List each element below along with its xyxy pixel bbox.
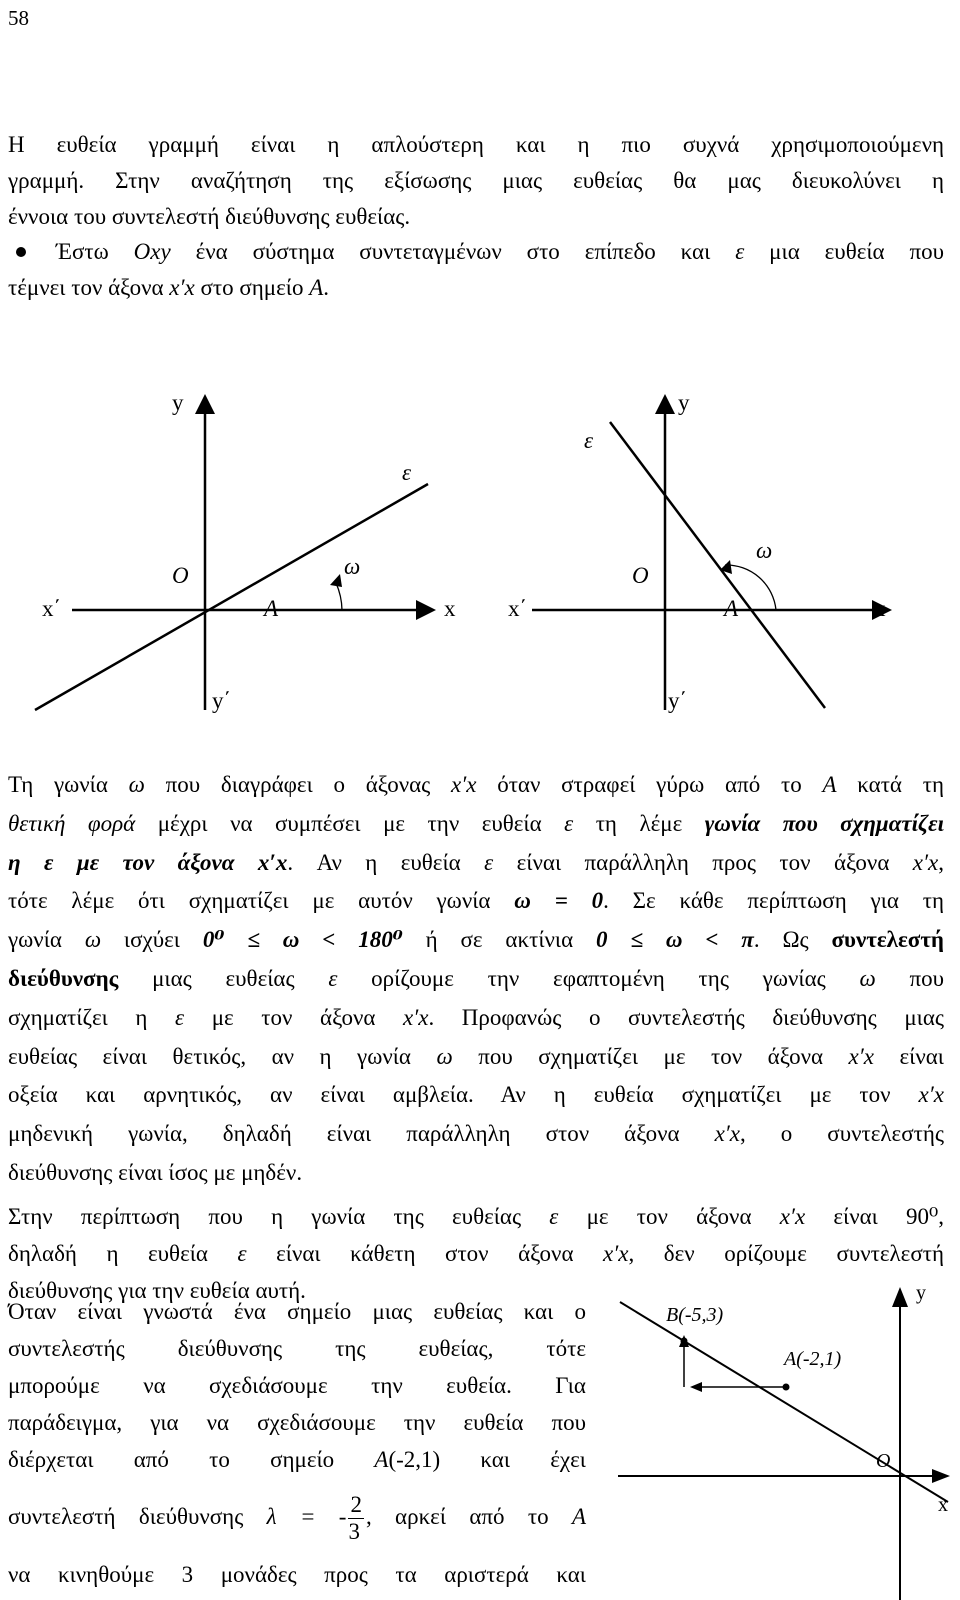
omega-label: ω <box>756 538 773 563</box>
y-label: y <box>172 390 184 415</box>
x-prime-label: x΄ <box>42 596 62 621</box>
y-axis-arrow-icon <box>655 394 675 414</box>
y-prime-label: y΄ <box>668 688 688 713</box>
x-label: x <box>444 596 456 621</box>
epsilon-label: ε <box>402 460 412 485</box>
point-a-label: A <box>724 596 739 621</box>
x-label: x <box>938 1494 948 1516</box>
x-label: x <box>874 596 886 621</box>
figure-acute-angle <box>0 380 480 730</box>
bullet-paragraph <box>8 234 944 306</box>
point-a <box>783 1384 790 1391</box>
x-prime-label: x΄ <box>508 596 528 621</box>
fraction: $\frac{2}{3}$ <box>348 1492 362 1545</box>
point-a-label: A <box>264 596 279 621</box>
x-axis-arrow-icon <box>416 600 436 620</box>
y-axis-arrow-icon <box>195 394 215 414</box>
intro-line: έννοια του συντελεστή διεύθυνσης ευθείας. <box>8 204 411 229</box>
page-number: 58 <box>8 6 29 30</box>
step-arrow-icon <box>690 1382 702 1392</box>
bullet-line: Έστω Oxy ένα σύστημα συντεταγμένων στο επίπεδο και ε μια ευθεία που <box>8 234 944 270</box>
x-axis-arrow-icon <box>932 1469 950 1483</box>
intro-line: Η ευθεία γραμμή είναι η απλούστερη και η πιο συχνά χρησιμοποιούμενη <box>8 132 944 157</box>
angle-omega-arc <box>336 583 342 610</box>
intro-line: γραμμή. Στην αναζήτηση της εξίσωσης μιας ευθείας θα μας διευκολύνει η <box>8 168 944 193</box>
line-epsilon <box>35 484 428 710</box>
intro-paragraph <box>8 127 944 235</box>
origin-label: O <box>172 563 189 588</box>
example-line <box>620 1302 948 1502</box>
vertical-case-paragraph: Στην περίπτωση που η γωνία της ευθείας ε με τον άξονα x′x είναι 90⁰, δηλαδή η ευθεία ε είναι κάθετη στον άξονα x′x, δεν ορίζουμε συντελεστή διεύθυνσης για την ευθεία αυτή. <box>8 1204 945 1303</box>
point-b-label: B(-5,3) <box>666 1304 724 1326</box>
bullet-line: τέμνει τον άξονα x′x στο σημείο A. <box>8 275 330 300</box>
example-paragraph: Όταν είναι γνωστά ένα σημείο μιας ευθείας και ο συντελεστής διεύθυνσης της ευθείας, τότε μπορούμε να σχεδιάσουμε την ευθεία. Για παράδειγμα, για να σχεδιάσουμε την ευθεία που διέρχεται από το σημείο A(-2,1) και έχει συντελεστή διεύθυνσης λ = - $\frac{2}{3}$ , αρκεί από το A να κινηθούμε 3 μονάδες προς τα αριστερά και <box>8 1299 586 1587</box>
origin-label: O <box>876 1450 891 1472</box>
figure-obtuse-angle <box>480 380 960 730</box>
omega-label: ω <box>344 554 361 579</box>
angle-arrow-icon <box>330 574 342 587</box>
bullet-icon <box>16 247 26 257</box>
y-axis-arrow-icon <box>892 1287 908 1307</box>
origin-label: O <box>632 563 649 588</box>
point-a-label: A(-2,1) <box>784 1348 842 1370</box>
epsilon-label: ε <box>584 428 594 453</box>
y-label: y <box>916 1282 926 1304</box>
example-figure <box>598 1275 960 1600</box>
y-prime-label: y΄ <box>212 688 232 713</box>
point-b <box>681 1338 688 1345</box>
definition-paragraph: Τη γωνία ω που διαγράφει ο άξονας x′x όταν στραφεί γύρω από το A κατά τη θετική φορά μέχρι να συμπέσει με την ευθεία ε τη λέμε γωνία που σχηματίζει η ε με τον άξονα x′x. Αν η ευθεία ε είναι παράλληλη προς τον άξονα x′x, τότε λέμε ότι σχηματίζει με αυτόν γωνία ω = 0. Σε κάθε περίπτωση για τη γωνία ω ισχύει 0⁰ ≤ ω < 180⁰ ή σε ακτίνια 0 ≤ ω < π. Ως συντελεστή διεύθυνσης μιας ευθείας ε ορίζουμε την εφαπτομένη της γωνίας ω που σχηματίζει η ε με τον άξονα x′x. Προφανώς ο συντελεστής διεύθυνσης μιας ευθείας είναι θετικός, αν η γωνία ω που σχηματίζει με τον άξονα x′x είναι οξεία και αρνητικός, αν είναι αμβλεία. Αν η ευθεία σχηματίζει με τον x′x μηδενική γωνία, δηλαδή είναι παράλληλη στον άξονα x′x, ο συντελεστής διεύθυνσης είναι ίσος με μηδέν. <box>8 772 944 1185</box>
y-label: y <box>678 390 690 415</box>
